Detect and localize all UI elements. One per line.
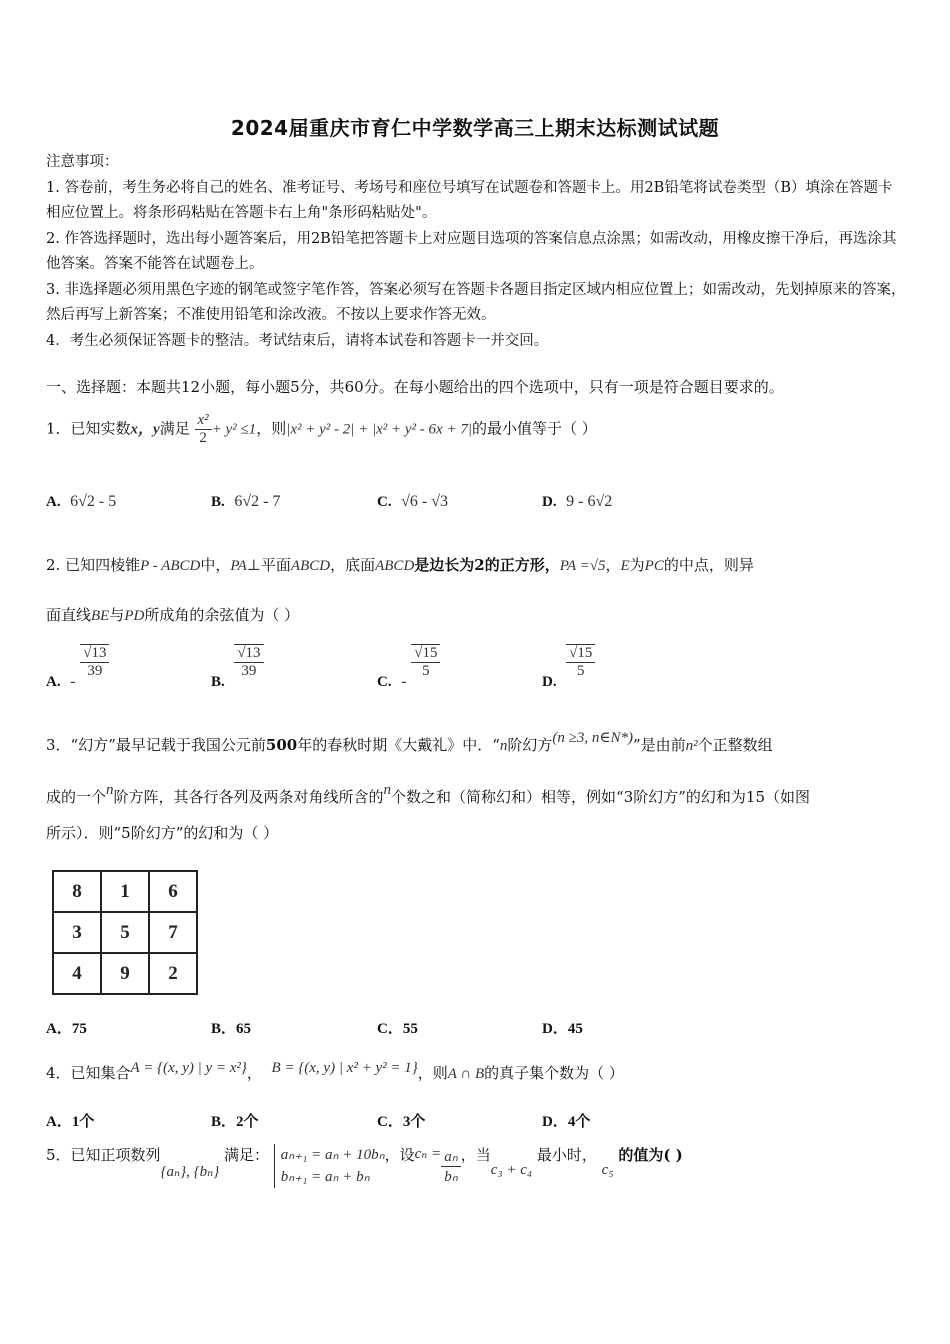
question-3-line-3: 所示）．则“5阶幻方”的幻和为（ ） — [46, 824, 279, 842]
q3-option-a[interactable]: A．75 — [46, 1021, 87, 1037]
question-3-line-1: 3．“幻方”最早记载于我国公元前500年的春秋时期《大戴礼》中．“n阶幻方(n ≥3, n∈N*)”是由前n²个正整数组 — [46, 730, 773, 754]
magic-cell: 8 — [53, 871, 101, 912]
q1-option-b[interactable]: B. 6√2 - 7 — [211, 493, 281, 510]
question-5: 5．已知正项数列{aₙ}, {bₙ} 满足： aₙ₊₁ = aₙ + 10bₙ bₙ₊₁ = aₙ + bₙ ，设cₙ = $\frac{\text{aₙ}}{\text{bₙ}}$ ，当c₃ + c₄ 最小时， c₅ 的值为( ) — [46, 1144, 683, 1188]
q1-prefix: 1．已知实数 — [46, 419, 131, 438]
q2-option-b[interactable]: B. $\frac{√13}{39}$ — [211, 644, 264, 680]
q3-option-c[interactable]: C．55 — [377, 1021, 418, 1037]
magic-cell: 2 — [149, 953, 197, 994]
magic-cell: 9 — [101, 953, 149, 994]
magic-square-figure — [52, 870, 198, 995]
notice-item-4: 4．考生必须保证答题卡的整洁。考试结束后，请将本试卷和答题卡一并交回。 — [46, 332, 549, 349]
q1-expression: |x² + y² - 2| + |x² + y² - 6x + 7| — [286, 421, 472, 438]
q1-cond-rest: + y² ≤1 — [211, 421, 257, 438]
question-3-line-2: 成的一个n阶方阵，其各行各列及两条对角线所含的n个数之和（简称幻和）相等，例如“3阶幻方”的幻和为15（如图 — [46, 782, 811, 806]
notice-item-1: 1. 答卷前，考生务必将自己的姓名、准考证号、考场号和座位号填写在试题卷和答题卡上。用2B铅笔将试卷类型（B）填涂在答题卡相应位置上。将条形码粘贴在答题卡右上角"条形码粘贴处"。 — [46, 179, 893, 221]
notice-item-2: 2. 作答选择题时，选出每小题答案后，用2B铅笔把答题卡上对应题目选项的答案信息点涂黑；如需改动，用橡皮擦干净后，再选涂其他答案。答案不能答在试题卷上。 — [46, 230, 897, 272]
question-4: 4．已知集合A = {(x, y) | y = x²}， B = {(x, y) | x² + y² = 1}，则A ∩ B的真子集个数为（ ） — [46, 1060, 624, 1082]
magic-cell: 1 — [101, 871, 149, 912]
section-heading: 一、选择题：本题共12小题，每小题5分，共60分。在每小题给出的四个选项中，只有一项是符合题目要求的。 — [46, 378, 784, 396]
q2-option-c[interactable]: C. - $\frac{√15}{5}$ — [377, 644, 440, 680]
magic-cell: 6 — [149, 871, 197, 912]
q1-option-c[interactable]: C. √6 - √3 — [377, 493, 449, 510]
magic-cell: 3 — [53, 912, 101, 953]
notice-item-3: 3. 非选择题必须用黑色字迹的钢笔或签字笔作答，答案必须写在答题卡各题目指定区域内相应位置上；如需改动，先划掉原来的答案，然后再写上新答案；不准使用铅笔和涂改液。不按以上要求作答无效。 — [46, 281, 906, 323]
q4-option-d[interactable]: D．4个 — [542, 1114, 591, 1130]
q1-then: ，则 — [256, 419, 287, 438]
q1-cond-fraction: $\frac{\text{x²}}{2}$ — [195, 412, 212, 447]
q3-option-d[interactable]: D．45 — [542, 1021, 583, 1037]
q4-option-c[interactable]: C．3个 — [377, 1114, 426, 1130]
magic-cell: 4 — [53, 953, 101, 994]
magic-cell: 5 — [101, 912, 149, 953]
q1-mid: 满足 — [159, 419, 190, 438]
q1-vars: x，y — [130, 421, 160, 438]
q1-option-a[interactable]: A. 6√2 - 5 — [46, 493, 117, 510]
q3-option-b[interactable]: B．65 — [211, 1021, 252, 1037]
q2-option-a[interactable]: A. - $\frac{√13}{39}$ — [46, 644, 109, 680]
magic-cell: 7 — [149, 912, 197, 953]
notice-block — [46, 150, 906, 354]
q1-option-d[interactable]: D. 9 - 6√2 — [542, 493, 613, 510]
question-1 — [46, 412, 597, 447]
q5-recurrence-system: aₙ₊₁ = aₙ + 10bₙ bₙ₊₁ = aₙ + bₙ — [274, 1144, 385, 1188]
page-title: 2024届重庆市育仁中学数学高三上期末达标测试试题 — [230, 116, 720, 140]
q2-option-d[interactable]: D. $\frac{√15}{5}$ — [542, 644, 595, 680]
question-2-line-1: 2. 已知四棱锥P - ABCD中，PA⊥平面ABCD，底面ABCD是边长为2的正方形，PA =√5，E为PC的中点，则异 — [46, 556, 754, 574]
q4-option-b[interactable]: B．2个 — [211, 1114, 259, 1130]
notice-heading: 注意事项： — [46, 154, 119, 170]
q4-option-a[interactable]: A．1个 — [46, 1114, 95, 1130]
q1-suffix: 的最小值等于（ ） — [471, 419, 597, 438]
question-2-line-2: 面直线BE与PD所成角的余弦值为（ ） — [46, 606, 300, 624]
